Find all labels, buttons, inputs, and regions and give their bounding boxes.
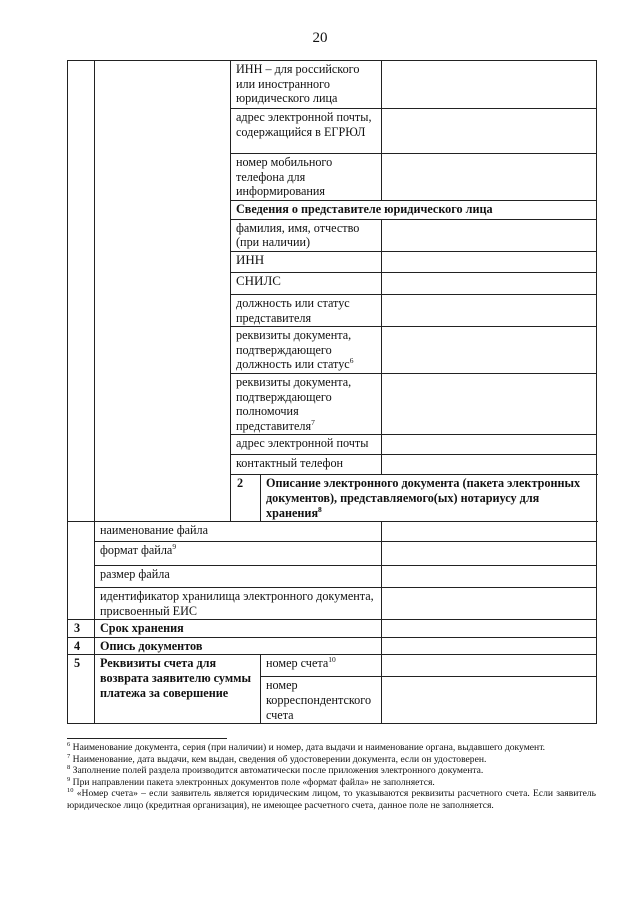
blank-cell xyxy=(95,61,231,522)
table-row xyxy=(68,61,597,109)
value-cell[interactable] xyxy=(382,588,597,620)
table-row xyxy=(68,522,597,542)
section-number: 4 xyxy=(68,637,95,655)
footnote-ref: 6 xyxy=(349,356,354,366)
table-row xyxy=(68,620,597,638)
value-cell[interactable] xyxy=(382,522,597,542)
field-label: ИНН xyxy=(231,251,382,272)
field-label: номер корреспондентского счета xyxy=(261,677,382,724)
footnote: $^{10}$ «Номер счета» – если заявитель является юридическим лицом, то указываются реквизиты расчетного счета. Если заявитель юридическое лицо (кредитная организация), не имеющее расчетного счета, данное поле не заполняется. xyxy=(67,787,597,811)
section-number: 2 xyxy=(231,475,261,522)
value-cell[interactable] xyxy=(382,620,597,638)
field-label: адрес электронной почты xyxy=(231,435,382,455)
field-label: идентификатор хранилища электронного документа, присвоенный ЕИС xyxy=(95,588,382,620)
field-label: номер мобильного телефона для информирования xyxy=(231,154,382,201)
table-row xyxy=(68,637,597,655)
field-label: ИНН – для российского или иностранного юридического лица xyxy=(231,61,382,109)
footnote-ref: 9 xyxy=(172,542,177,552)
value-cell[interactable] xyxy=(382,373,597,434)
section-title: Опись документов xyxy=(95,637,382,655)
value-cell[interactable] xyxy=(382,655,597,677)
footnotes xyxy=(67,742,596,812)
footnote: $^8$ Заполнение полей раздела производится автоматически после приложения электронного документа. xyxy=(67,764,484,777)
field-label: формат файла$^9$ xyxy=(95,542,382,566)
value-cell[interactable] xyxy=(382,327,597,374)
table-row xyxy=(68,542,597,566)
value-cell[interactable] xyxy=(382,219,597,251)
section-title: Реквизиты счета для возврата заявителю суммы платежа за совершение xyxy=(95,655,261,724)
num-cell xyxy=(68,61,95,522)
value-cell[interactable] xyxy=(382,251,597,272)
value-cell[interactable] xyxy=(382,154,597,201)
footnote: $^7$ Наименование, дата выдачи, кем выдан, сведения об удостоверении документа, если он удостоверен. xyxy=(67,752,487,765)
footnote: $^6$ Наименование документа, серия (при наличии) и номер, дата выдачи и наименование органа, выдавшего документ. xyxy=(67,741,546,753)
value-cell[interactable] xyxy=(382,677,597,724)
form-table xyxy=(67,60,597,724)
value-cell[interactable] xyxy=(382,542,597,566)
value-cell[interactable] xyxy=(382,566,597,588)
field-label: реквизиты документа, подтверждающего полномочия представителя$^7$ xyxy=(231,373,382,434)
field-label: реквизиты документа, подтверждающего должность или статус$^6$ xyxy=(231,327,382,374)
table-row xyxy=(68,588,597,620)
table-row xyxy=(68,566,597,588)
field-label: контактный телефон xyxy=(231,455,382,475)
footnote-ref: 10 xyxy=(328,655,336,665)
value-cell[interactable] xyxy=(382,435,597,455)
value-cell[interactable] xyxy=(382,455,597,475)
section-number: 3 xyxy=(68,620,95,638)
field-label: размер файла xyxy=(95,566,382,588)
section-title: Описание электронного документа (пакета электронных документов), представляемого(ых) нотариусу для хранения$^8$ xyxy=(261,475,597,522)
section-title: Срок хранения xyxy=(95,620,382,638)
value-cell[interactable] xyxy=(382,637,597,655)
value-cell[interactable] xyxy=(382,109,597,154)
table-row xyxy=(68,655,597,677)
footnote: $^9$ При направлении пакета электронных документов поле «формат файла» не заполняется. xyxy=(67,775,435,788)
footnote-divider xyxy=(67,738,227,739)
field-label: номер счета$^{10}$ xyxy=(261,655,382,677)
section-number: 5 xyxy=(68,655,95,724)
page-number: 20 xyxy=(312,30,328,46)
footnote-ref: 7 xyxy=(311,417,315,427)
value-cell[interactable] xyxy=(382,272,597,294)
value-cell[interactable] xyxy=(382,61,597,109)
num-cell xyxy=(68,522,95,620)
field-label: должность или статус представителя xyxy=(231,294,382,326)
value-cell[interactable] xyxy=(382,294,597,326)
field-label: адрес электронной почты, содержащийся в ЕГРЮЛ xyxy=(231,109,382,154)
field-label: фамилия, имя, отчество (при наличии) xyxy=(231,219,382,251)
section-subheader: Сведения о представителе юридического лица xyxy=(231,200,597,219)
field-label: наименование файла xyxy=(95,522,382,542)
footnote-ref: 8 xyxy=(318,504,322,514)
field-label: СНИЛС xyxy=(231,272,382,294)
